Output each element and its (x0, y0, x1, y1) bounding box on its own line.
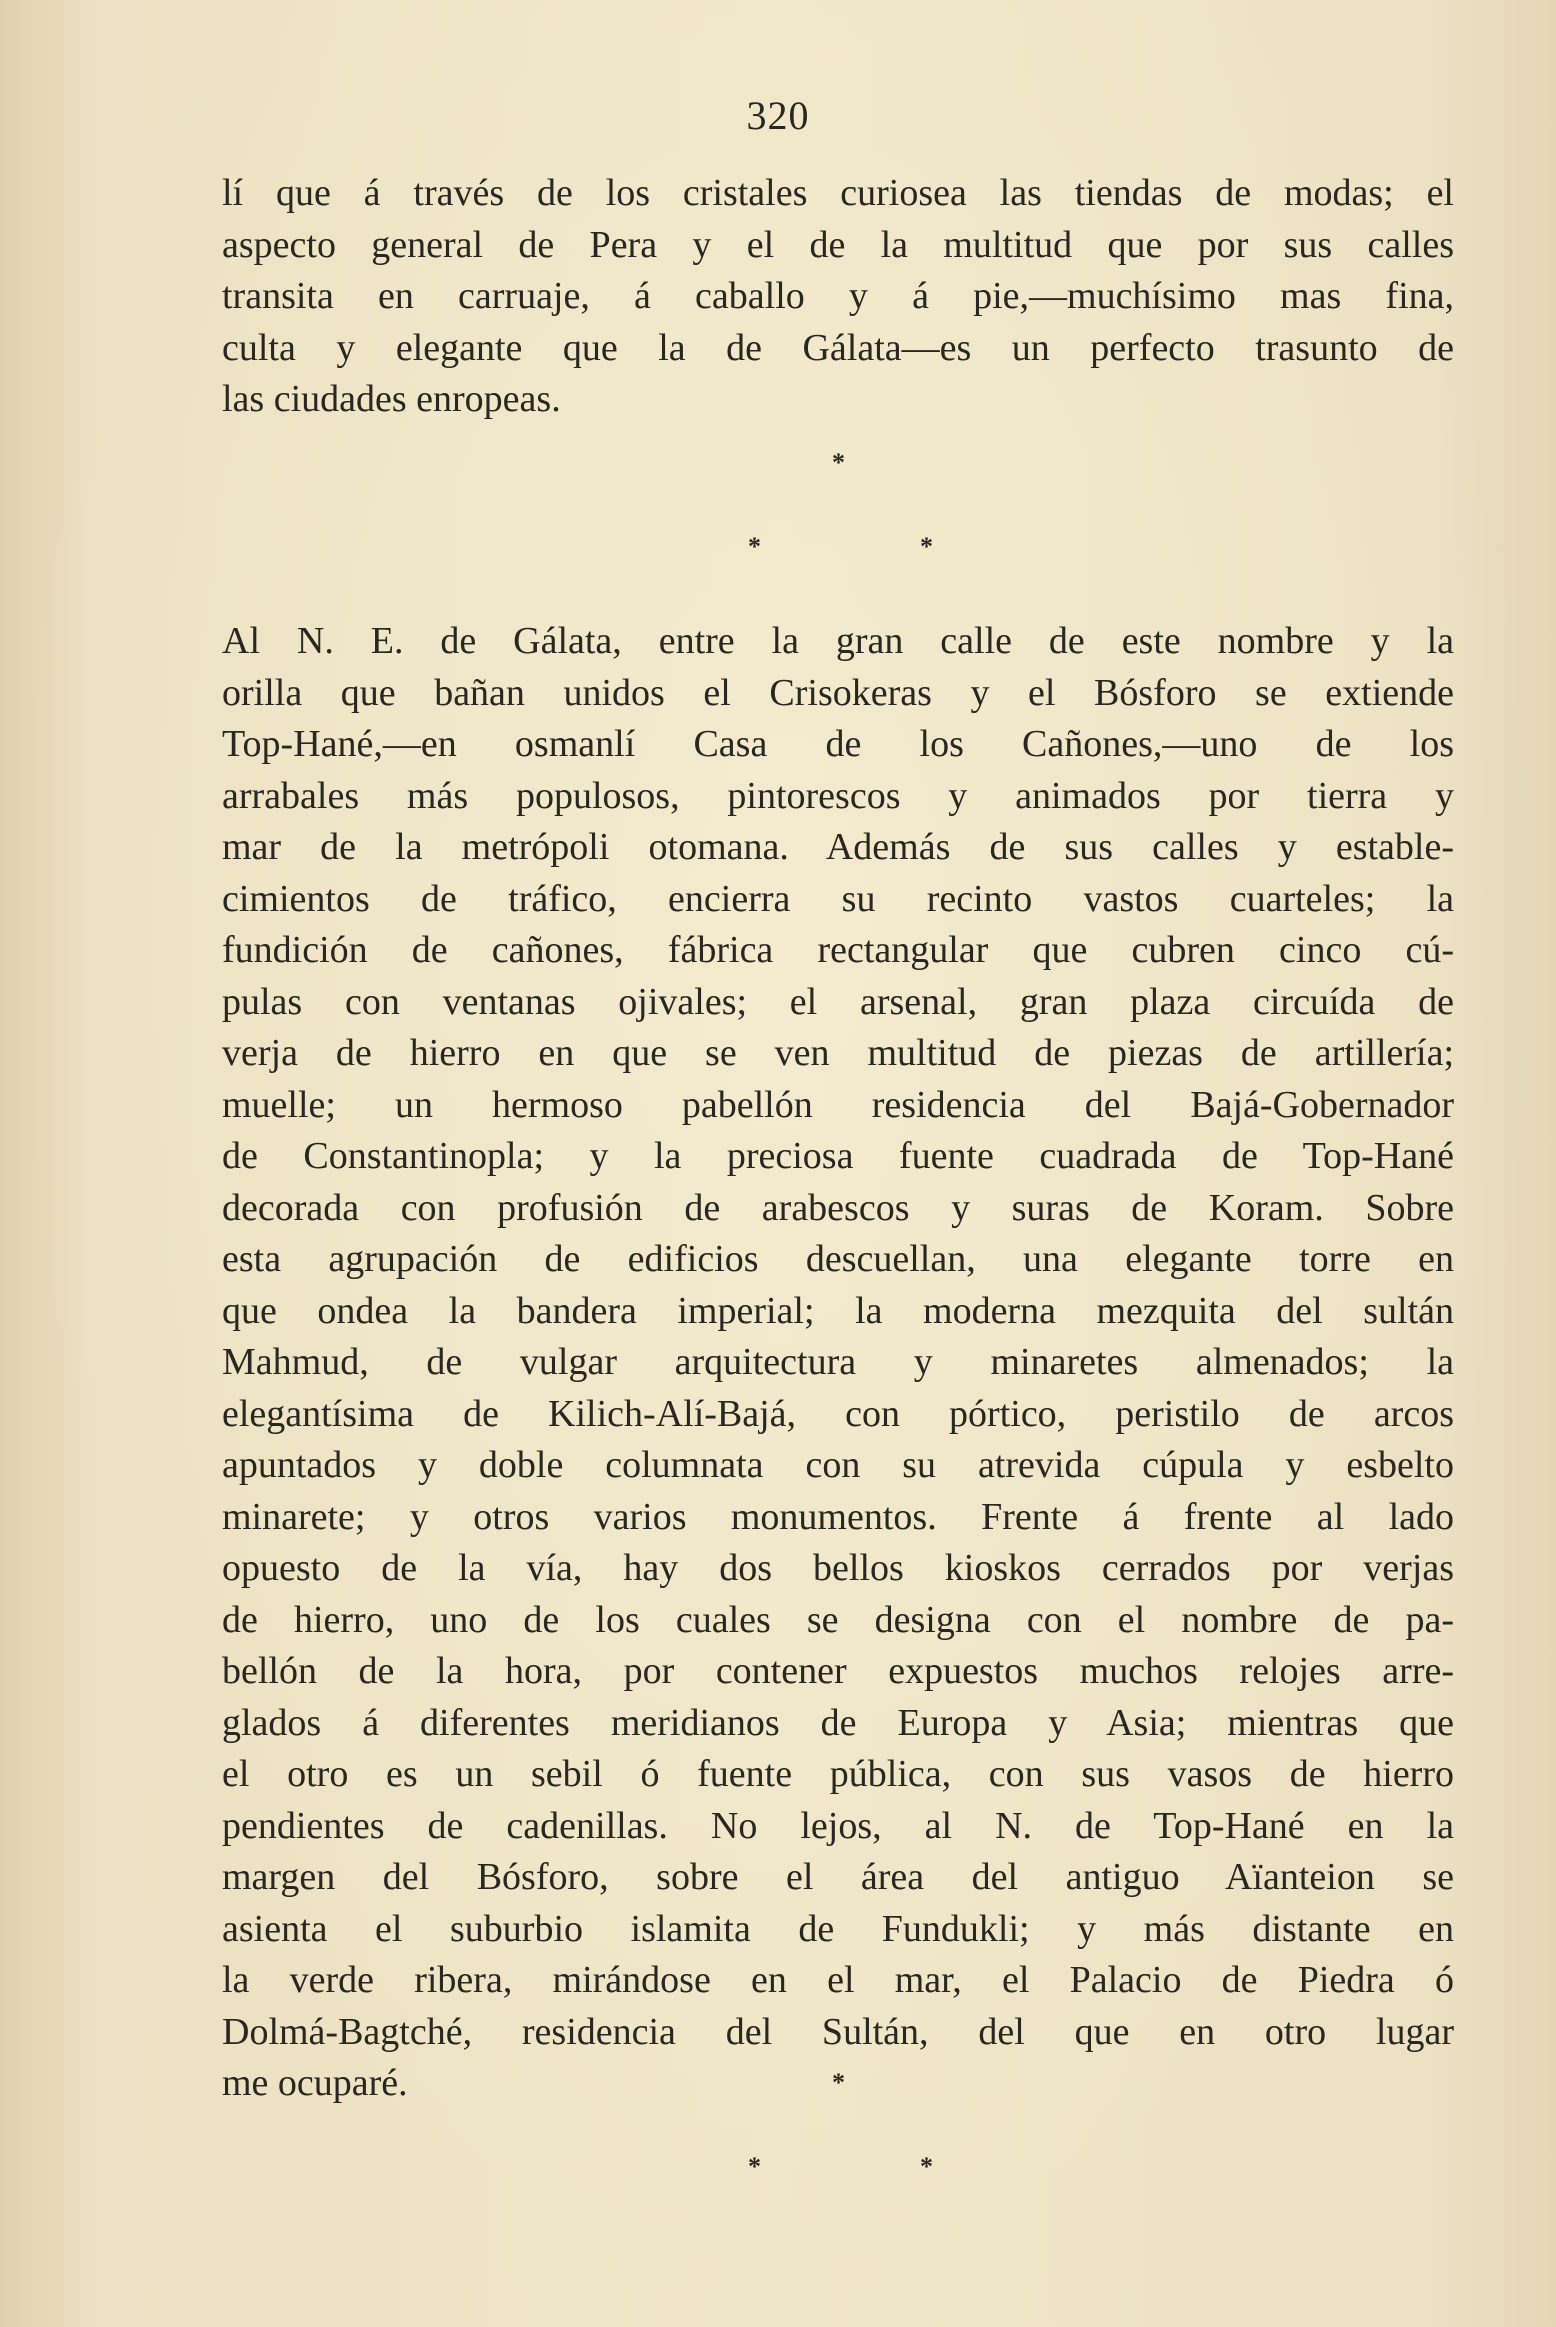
asterisk-mark: * (748, 532, 761, 561)
text-line: Al N. E. de Gálata, entre la gran calle de este nombre y la (222, 620, 1454, 662)
text-line: esta agrupación de edificios descuellan, una elegante torre en (222, 1238, 1454, 1280)
paragraph-1 (222, 168, 1454, 426)
asterisk-mark: * (920, 532, 933, 561)
paragraph-2 (222, 616, 1454, 2110)
text-line: muelle; un hermoso pabellón residencia del Bajá-Gobernador (222, 1083, 1454, 1126)
text-line: fundición de cañones, fábrica rectangular que cubren cinco cú- (222, 929, 1454, 971)
text-line: pendientes de cadenillas. No lejos, al N. de Top-Hané en la (222, 1804, 1454, 1847)
text-line: minarete; y otros varios monumentos. Frente á frente al lado (222, 1495, 1454, 1538)
asterisk-mark: * (832, 2068, 845, 2097)
text-line: apuntados y doble columnata con su atrevida cúpula y esbelto (222, 1444, 1454, 1486)
asterisk-mark: * (920, 2152, 933, 2181)
text-line: bellón de la hora, por contener expuestos muchos relojes arre- (222, 1650, 1454, 1692)
asterisk-mark: * (748, 2152, 761, 2181)
text-line: las ciudades enropeas. (222, 378, 561, 420)
text-line: el otro es un sebil ó fuente pública, con sus vasos de hierro (222, 1753, 1454, 1795)
text-line: opuesto de la vía, hay dos bellos kioskos cerrados por verjas (222, 1547, 1454, 1589)
text-line: cimientos de tráfico, encierra su recinto vastos cuarteles; la (222, 877, 1454, 920)
text-line: transita en carruaje, á caballo y á pie,—muchísimo mas fina, (222, 275, 1454, 317)
text-line: orilla que bañan unidos el Crisokeras y el Bósforo se extiende (222, 671, 1454, 714)
asterism-divider (0, 2068, 1556, 2188)
page-number: 320 (746, 93, 810, 138)
text-line: culta y elegante que la de Gálata—es un perfecto trasunto de (222, 326, 1454, 369)
text-line: de Constantinopla; y la preciosa fuente cuadrada de Top-Hané (222, 1135, 1454, 1177)
text-line: asienta el suburbio islamita de Fundukli; y más distante en (222, 1907, 1454, 1950)
text-line: que ondea la bandera imperial; la moderna mezquita del sultán (222, 1289, 1454, 1332)
text-line: Mahmud, de vulgar arquitectura y minaretes almenados; la (222, 1341, 1454, 1383)
asterism-divider (0, 448, 1556, 568)
text-line: verja de hierro en que se ven multitud de piezas de artillería; (222, 1032, 1454, 1074)
text-line: margen del Bósforo, sobre el área del antiguo Aïanteion se (222, 1856, 1454, 1898)
text-line: de hierro, uno de los cuales se designa con el nombre de pa- (222, 1598, 1454, 1641)
text-line: la verde ribera, mirándose en el mar, el Palacio de Piedra ó (222, 1959, 1454, 2001)
text-line: decorada con profusión de arabescos y suras de Koram. Sobre (222, 1186, 1454, 1229)
text-line: me ocuparé. (222, 2062, 408, 2104)
asterisk-mark: * (832, 448, 845, 477)
text-line: elegantísima de Kilich-Alí-Bajá, con pórtico, peristilo de arcos (222, 1392, 1454, 1435)
text-line: mar de la metrópoli otomana. Además de sus calles y estable- (222, 826, 1454, 868)
text-line: pulas con ventanas ojivales; el arsenal, gran plaza circuída de (222, 980, 1454, 1023)
text-line: Top-Hané,—en osmanlí Casa de los Cañones,—uno de los (222, 723, 1454, 765)
text-line: lí que á través de los cristales curiosea las tiendas de modas; el (222, 172, 1454, 214)
text-line: glados á diferentes meridianos de Europa y Asia; mientras que (222, 1701, 1454, 1744)
text-line: arrabales más populosos, pintorescos y animados por tierra y (222, 774, 1454, 817)
text-line: aspecto general de Pera y el de la multitud que por sus calles (222, 223, 1454, 266)
text-line: Dolmá-Bagtché, residencia del Sultán, del que en otro lugar (222, 2010, 1454, 2053)
